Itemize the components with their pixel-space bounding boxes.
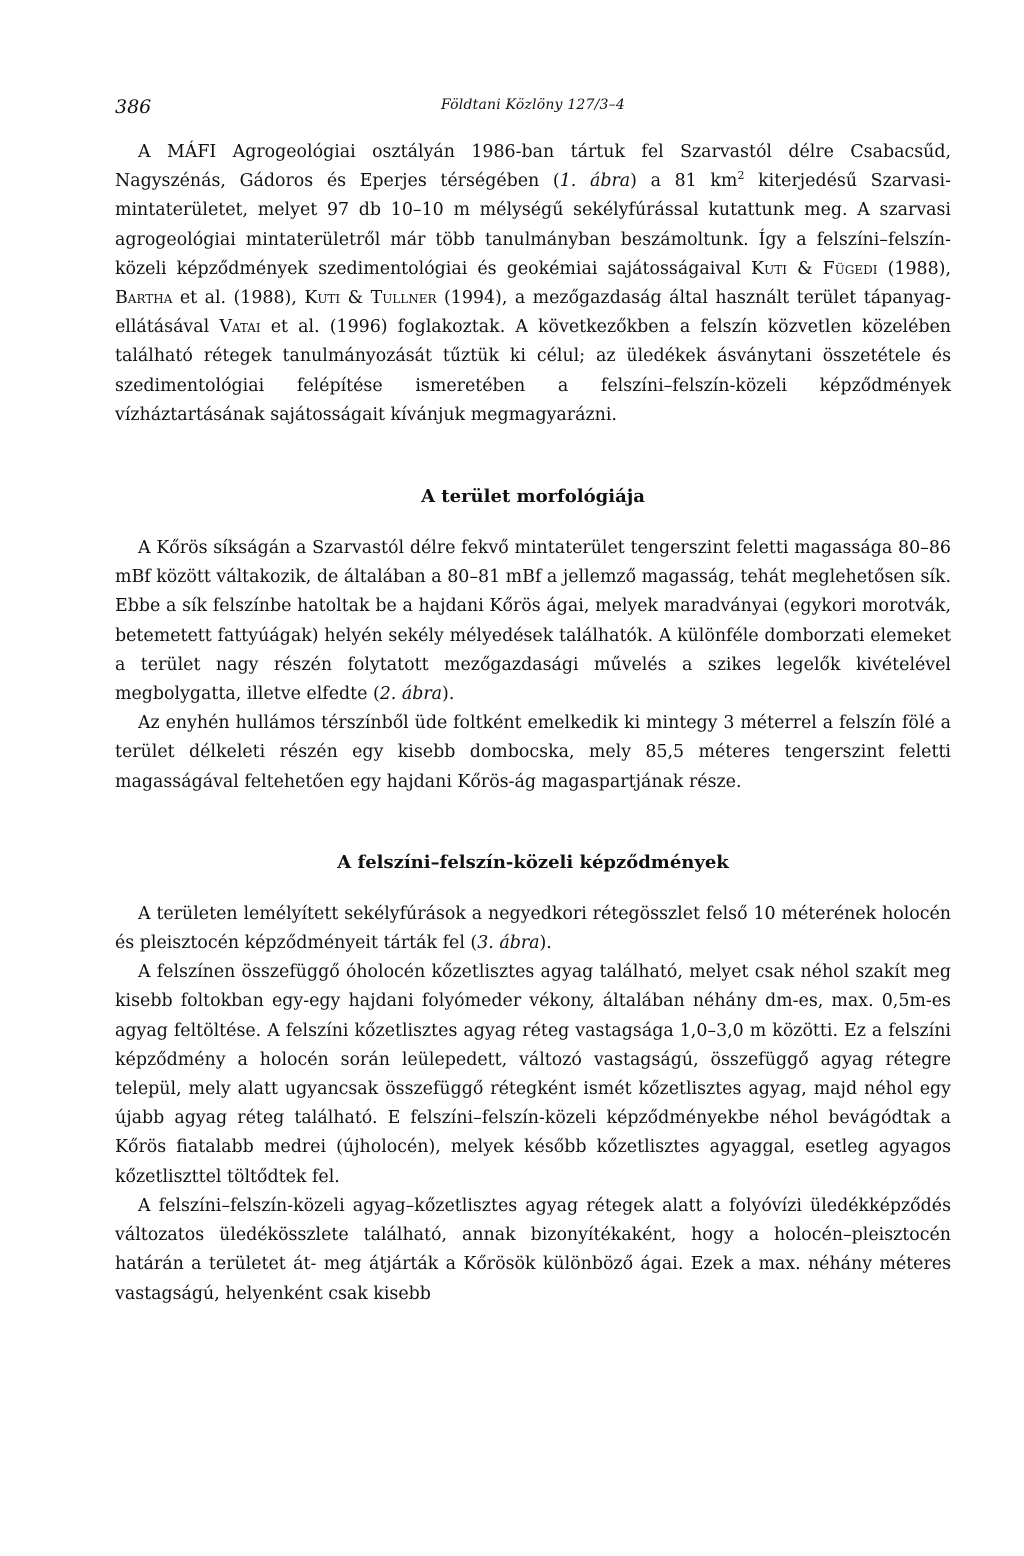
morphology-paragraph-1 — [115, 534, 951, 709]
author-name: Kuti — [304, 288, 341, 309]
author-name: Fügedi — [822, 258, 878, 279]
author-name: Vatai — [219, 317, 261, 338]
text-run: ) a 81 km — [630, 171, 738, 192]
section-heading-morphology: A terület morfológiája — [421, 486, 645, 508]
author-name: Kuti — [751, 258, 787, 279]
text-run: ). — [442, 684, 455, 705]
author-name: Bartha — [115, 288, 173, 309]
journal-title: Földtani Közlöny 127/3–4 — [441, 97, 625, 113]
text-run: A területen lemélyített sekélyfúrások a negyedkori rétegösszlet felső 10 méterének holocén és pleisztocén képződményeit tárták fel ( — [115, 903, 951, 954]
figure-ref-1: 1. ábra — [559, 171, 631, 192]
text-run: & — [786, 258, 823, 279]
text-run: & — [340, 288, 371, 309]
page-number: 386 — [115, 96, 152, 118]
page — [115, 96, 951, 1309]
superscript: 2 — [737, 169, 745, 183]
text-run: (1988), — [877, 258, 951, 279]
formations-paragraph-1 — [115, 900, 951, 958]
text-run: kiterjedésű Szarvasi-mintaterületet, melyet 97 db 10–10 m mélységű sekélyfúrással kutattunk meg. A szarvasi agrogeológiai mintaterületről már több tanulmányban beszámoltunk. Így a felszíni–felszín-közeli képződmények szedimentológiai és geokémiai sajátosságaival — [115, 171, 951, 279]
morphology-paragraph-2: Az enyhén hullámos térszínből üde foltként emelkedik ki mintegy 3 méterrel a felszín fölé a terület délkeleti részén egy kisebb dombocska, mely 85,5 méteres tengerszint feletti magasságával feltehetően egy hajdani Kőrös-ág magaspartjának része. — [115, 713, 951, 792]
intro-paragraph — [115, 138, 951, 430]
text-run: ). — [539, 933, 552, 954]
figure-ref-2: 2. ábra — [379, 684, 443, 705]
figure-ref-3: 3. ábra — [477, 933, 540, 954]
text-run: et al. (1996) foglakoztak. A következőkben a felszín közvetlen közelében található rétegek tanulmányozását tűztük ki célul; az üledékek ásványtani összetétele és szedimentológiai felépítése ismeretében a felszíni–felszín-közeli képződmények vízháztartásának sajátosságait kívánjuk megmagyarázni. — [115, 317, 952, 425]
text-run: et al. (1988), — [172, 288, 305, 309]
text-run: (1994), a mezőgazdaság által használt terület tápanyag-ellátásával — [115, 288, 951, 338]
text-run: A Kőrös síkságán a Szarvastól délre fekvő mintaterület tengerszint feletti magassága 80–86 mBf között váltakozik, de általában a 80–81 mBf a jellemző magasság, tehát meglehetősen sík. Ebbe a sík felszínbe hatoltak be a hajdani Kőrös ágai, melyek maradványai (egykori morotvák, betemetett fattyúágak) helyén sekély mélyedések találhatók. A különféle domborzati elemeket a terület nagy részén folytatott mezőgazdasági művelés a szikes legelők kivételével megbolygatta, illetve elfedte ( — [115, 538, 951, 705]
text-run: A MÁFI Agrogeológiai osztályán 1986-ban tártuk fel Szarvastól délre Csabacsűd, Nagyszénás, Gádoros és Eperjes térségében ( — [115, 142, 951, 192]
author-name: Tullner — [370, 288, 437, 309]
running-head — [115, 96, 951, 136]
section-heading-formations: A felszíni–felszín-közeli képződmények — [337, 851, 729, 873]
formations-paragraph-3: A felszíni–felszín-közeli agyag–kőzetlisztes agyag rétegek alatt a folyóvízi üledékképződés változatos üledékösszlete található, annak bizonyítékaként, hogy a holocén–pleisztocén határán a területet át- meg átjárták a Kőrösök különböző ágai. Ezek a max. néhány méteres vastagságú, helyenként csak kisebb — [115, 1195, 951, 1304]
formations-paragraph-2: A felszínen összefüggő óholocén kőzetlisztes agyag található, melyet csak néhol szakít meg kisebb foltokban egy-egy hajdani folyómeder vékony, általában néhány dm-es, max. 0,5m-es agyag feltöltése. A felszíni kőzetlisztes agyag réteg vastagsága 1,0–3,0 m közötti. Ez a felszíni képződmény a holocén során leülepedett, változó vastagságú, összefüggő agyag rétegre települ, mely alatt ugyancsak összefüggő rétegként ismét kőzetlisztes agyag, majd néhol egy újabb agyag réteg található. E felszíni–felszín-közeli képződményekbe néhol bevágódtak a Kőrös fiatalabb medrei (újholocén), melyek később kőzetlisztes agyaggal, esetleg agyagos kőzetliszttel töltődtek fel. — [115, 962, 951, 1187]
